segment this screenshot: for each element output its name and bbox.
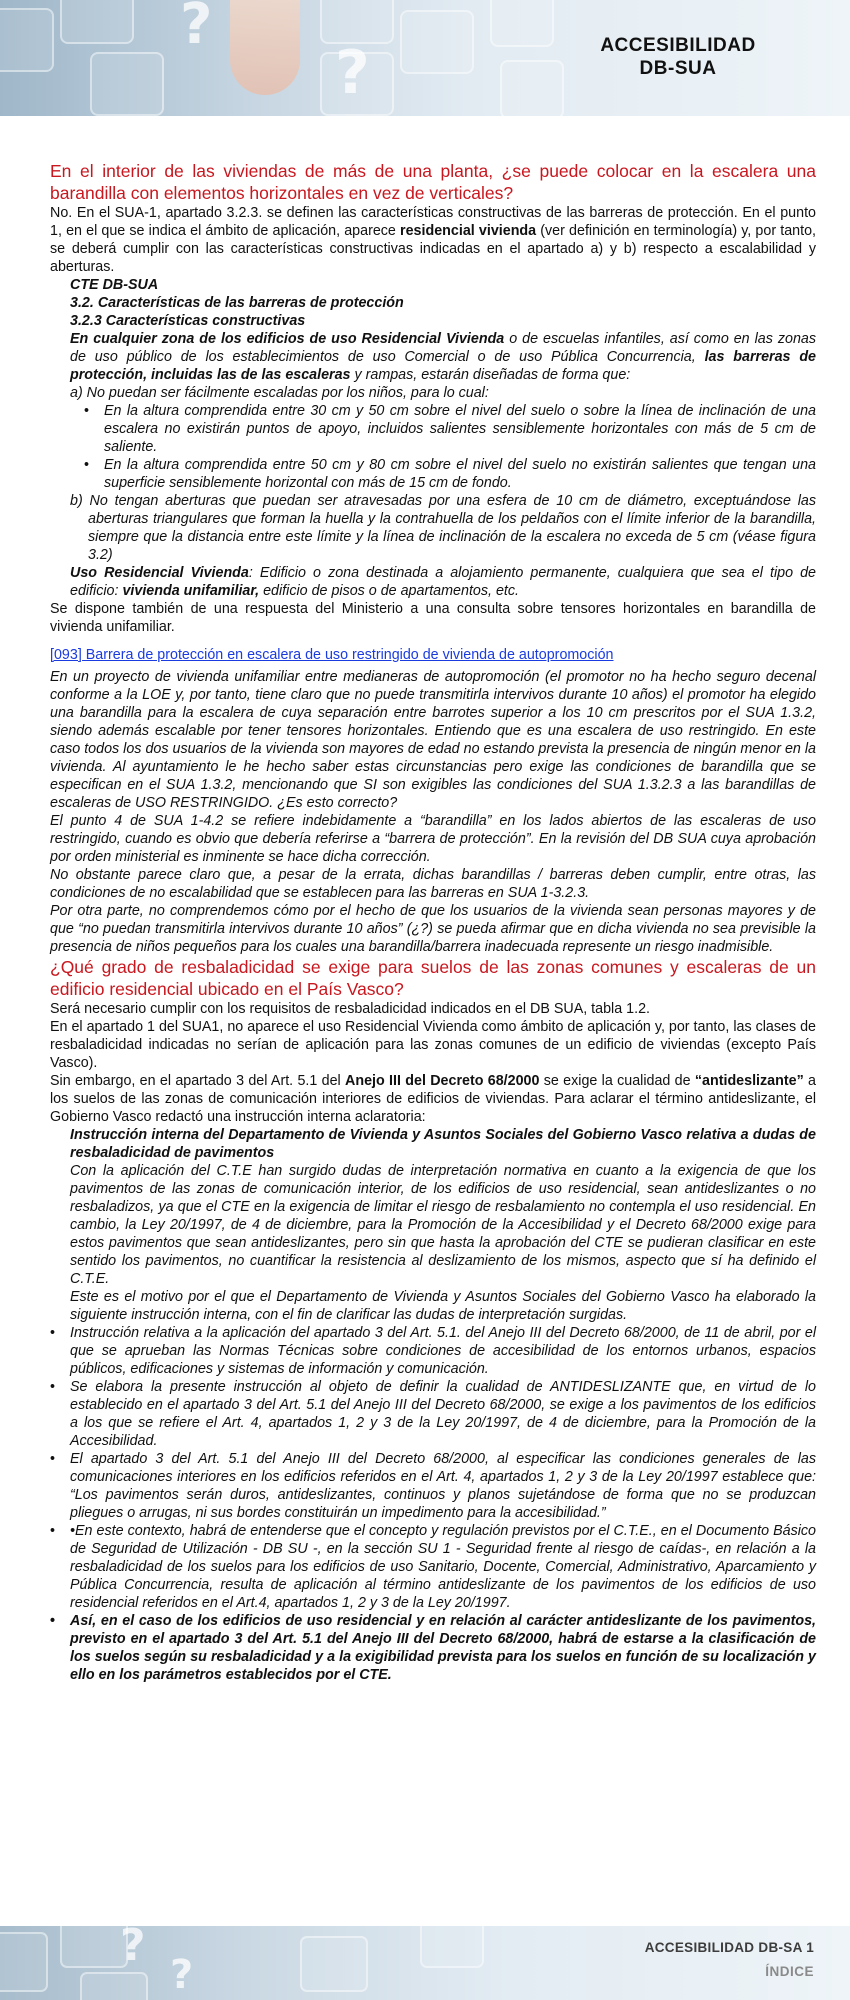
list-item: • •En este contexto, habrá de entenderse que el concepto y regulación previstos por el C.T.E., en el Documento Básico de Seguridad de Utilización - DB SU -, en la sección SU 1 - Seguridad frente al riesgo de caídas-, en relación a la resbaladicidad de los suelos para los edificios de uso Sanitario, Docente, Comercial, Administrativo, Aparcamiento y Pública Concurrencia, resulta de aplicación al término antideslizante de los pavimentos de los edificios de uso residencial referidos en el Art.4, apartados 1, 2 y 3 de la Ley 20/1997. bbox=[70, 1522, 816, 1612]
ministry-paragraph: El punto 4 de SUA 1-4.2 se refiere indebidamente a “barandilla” en los lados abiertos de las escaleras de uso restringido, cuando es obvio que debería referirse a “barrera de protección”. En la revisión del DB SUA cuya aprobación por orden ministerial es inminente se hace dicha corrección. bbox=[50, 813, 816, 865]
list-item: • Instrucción relativa a la aplicación del apartado 3 del Art. 5.1. del Anejo III del Decreto 68/2000, de 11 de abril, por el que se aprueban las Normas Técnicas sobre condiciones de accesibilidad de los entornos urbanos, espacios públicos, edificaciones y sistemas de información y comunicación. bbox=[70, 1324, 816, 1378]
quote-paragraph: Con la aplicación del C.T.E han surgido dudas de interpretación normativa en cuanto a la exigencia de que los pavimentos de las zonas de comunicación interior, de los edificios de uso residencial, sean antideslizantes o no resbaladizos, ya que el CTE en la exigencia de limitar el riesgo de resbalamiento no contempla el uso residencial. En cambio, la Ley 20/1997, de 4 de diciembre, para la Promoción de la Accesibilidad y el Decreto 68/2000 exige para estos pavimentos que sean antideslizantes, pero sin que hasta la aprobación del CTE se pudieran clasificar en este sentido los pavimentos, no cuantificar la resistencia al deslizamiento de los mismos, aspecto que sí ha definido el C.T.E. bbox=[70, 1163, 816, 1287]
quote-heading: 3.2.3 Características constructivas bbox=[70, 313, 306, 329]
quote-definition: Uso Residencial Vivienda: Edificio o zona destinada a alojamiento permanente, cualquiera que sea el tipo de edificio: vivienda unifamiliar, edificio de pisos o de apartamentos, etc. bbox=[70, 565, 816, 599]
ministry-paragraph: En un proyecto de vivienda unifamiliar entre medianeras de autopromoción (el promotor no ha hecho seguro decenal conforme a la LOE y, por tanto, tiene claro que no puede transmitirla intervivos durante 10 años) el promotor ha elegido una barandilla para la escalera de cuya separación entre barrotes superior a los 10 cm prescritos por el SUA 1.3.2, siendo además escalable por tener tensores horizontales. Entiendo que es una escalera de uso restringido. En este caso todos los dos usuarios de la vivienda son mayores de edad no estando prevista la presencia de ningún menor en la vivienda. Al ayuntamiento le he hecho saber estas circunstancias pero exige las condiciones de barandilla que se especifican en el SUA 1.3.2, mencionando que SI son exigibles las condiciones del SUA 1.3.2.3 a las barandillas de escaleras de USO RESTRINGIDO. ¿Es esto correcto? bbox=[50, 669, 816, 811]
answer-paragraph: Sin embargo, en el apartado 3 del Art. 5.1 del Anejo III del Decreto 68/2000 se exige la cualidad de “antideslizante” a los suelos de las zonas de comunicación interiores de edificios de viviendas. Para aclarar el término antideslizante, el Gobierno Vasco redactó una instrucción interna aclaratoria: bbox=[50, 1073, 816, 1125]
question-heading: ¿Qué grado de resbaladicidad se exige para suelos de las zonas comunes y escaleras de un edificio residencial ubicado en el País Vasco? bbox=[50, 957, 816, 999]
list-item: • Se elabora la presente instrucción al objeto de definir la cualidad de ANTIDESLIZANTE que, en virtud de lo establecido en el apartado 3 del Art. 5.1 del Anejo III del Decreto 68/2000, se exige a los pavimentos de los edificios a los que se refiere el Art. 4, apartados 1, 2 y 3 de la Ley 20/1997, de 4 de diciembre, para la Promoción de la Accesibilidad. bbox=[70, 1378, 816, 1450]
cte-quote bbox=[70, 276, 816, 600]
quote-item-a: a) No puedan ser fácilmente escaladas por los niños, para lo cual: bbox=[70, 385, 489, 401]
quote-item-b: b) No tengan aberturas que puedan ser atravesadas por una esfera de 10 cm de diámetro, exceptuándose las aberturas triangulares que forman la huella y la contrahuella de los peldaños con el límite inferior de la barandilla, siempre que la distancia entre este límite y la línea de inclinación de la escalera no exceda de 5 cm (véase figura 3.2) bbox=[70, 493, 816, 563]
basque-instruction-quote bbox=[70, 1126, 816, 1324]
ministry-intro: Se dispone también de una respuesta del Ministerio a una consulta sobre tensores horizontales en barandilla de vivienda unifamiliar. bbox=[50, 601, 816, 635]
instruction-bullet-list bbox=[36, 1324, 816, 1684]
page-header bbox=[0, 0, 850, 116]
question-mark-icon: ? bbox=[170, 1952, 194, 1998]
quote-bullet-list bbox=[70, 402, 816, 492]
quote-heading: Instrucción interna del Departamento de Vivienda y Asuntos Sociales del Gobierno Vasco relativa a dudas de resbaladicidad de pavimentos bbox=[70, 1127, 816, 1161]
quote-heading: CTE DB-SUA bbox=[70, 277, 159, 293]
list-item: • Así, en el caso de los edificios de uso residencial y en relación al carácter antideslizante de los pavimentos, previsto en el apartado 3 del Art. 5.1 del Anejo III del Decreto 68/2000, habrá de estarse a la clasificación de los suelos según su resbaladicidad y a la exigibilidad prevista para los suelos en función de su localización y ello en los parámetros establecidos por el CTE. bbox=[70, 1612, 816, 1684]
index-link[interactable]: ÍNDICE bbox=[765, 1964, 814, 1979]
answer-paragraph: No. En el SUA-1, apartado 3.2.3. se definen las características constructivas de las barreras de protección. En el punto 1, en el que se indica el ámbito de aplicación, aparece residencial vivienda (ver definición en terminología) y, por tanto, se deberá cumplir con las características constructivas indicadas en el apartado a) y b) respecto a escalabilidad y aberturas. bbox=[50, 205, 817, 275]
quote-heading: 3.2. Características de las barreras de protección bbox=[70, 295, 404, 311]
list-item: • El apartado 3 del Art. 5.1 del Anejo III del Decreto 68/2000, al especificar las condiciones generales de las comunicaciones interiores en los edificios referidos en el Art. 4, apartados 1, 2 y 3 de la Ley 20/1997 establece que: “Los pavimentos serán duros, antideslizantes, continuos y planos sujetándose de forma que no se produzcan pliegues o arrugas, ni sus bordes constituirán un impedimento para la accesibilidad.” bbox=[70, 1450, 816, 1522]
main-content bbox=[50, 160, 816, 1684]
question-mark-icon: ? bbox=[180, 0, 213, 57]
answer-paragraph: Será necesario cumplir con los requisitos de resbaladicidad indicados en el DB SUA, tabla 1.2. bbox=[50, 1001, 651, 1017]
list-item: • En la altura comprendida entre 30 cm y 50 cm sobre el nivel del suelo o sobre la línea de inclinación de una escalera no existirán puntos de apoyo, incluidos salientes sensiblemente horizontales con más de 5 cm de saliente. bbox=[104, 402, 816, 456]
question-heading: En el interior de las viviendas de más de una planta, ¿se puede colocar en la escalera una barandilla con elementos horizontales en vez de verticales? bbox=[50, 161, 816, 203]
header-title: ACCESIBILIDAD DB-SUA bbox=[600, 35, 756, 79]
answer-paragraph: En el apartado 1 del SUA1, no aparece el uso Residencial Vivienda como ámbito de aplicación y, por tanto, las clases de resbaladicidad indicadas no serían de aplicación para las zonas comunes de un edificio de viviendas (excepto País Vasco). bbox=[50, 1019, 816, 1071]
footer-section-title: ACCESIBILIDAD DB-SA 1 bbox=[644, 1940, 814, 1955]
hand-illustration bbox=[230, 0, 300, 95]
quote-paragraph: En cualquier zona de los edificios de uso Residencial Vivienda o de escuelas infantiles, así como en las zonas de uso público de los establecimientos de uso Comercial o de uso Pública Concurrencia, las barreras de protección, incluidas las de las escaleras y rampas, estarán diseñadas de forma que: bbox=[70, 331, 816, 383]
quote-paragraph: Este es el motivo por el que el Departamento de Vivienda y Asuntos Sociales del Gobierno Vasco ha elaborado la siguiente instrucción interna, con el fin de clarificar las dudas de interpretación surgidas. bbox=[70, 1289, 816, 1323]
question-mark-icon: ? bbox=[335, 38, 370, 108]
list-item: • En la altura comprendida entre 50 cm y 80 cm sobre el nivel del suelo no existirán salientes que tengan una superficie sensiblemente horizontal con más de 15 cm de fondo. bbox=[104, 456, 816, 492]
ministry-consultation-link[interactable]: [093] Barrera de protección en escalera de uso restringido de vivienda de autopromoción bbox=[50, 647, 614, 663]
ministry-answer bbox=[50, 668, 816, 956]
ministry-paragraph: No obstante parece claro que, a pesar de la errata, dichas barandillas / barreras deben cumplir, entre otras, las condiciones de no escalabilidad que se establecen para las barreras en SUA 1-3.2.3. bbox=[50, 867, 816, 901]
question-mark-icon: ? bbox=[120, 1926, 146, 1971]
page-footer bbox=[0, 1926, 850, 2000]
ministry-paragraph: Por otra parte, no comprendemos cómo por el hecho de que los usuarios de la vivienda sean personas mayores y de que “no puedan transmitirla intervivos durante 10 años” (¿?) se pueda afirmar que en dicha vivienda no sea previsible la presencia de niños pequeños para los cuales una barandilla/barrera inadecuada represente un riesgo inadmisible. bbox=[50, 903, 816, 955]
